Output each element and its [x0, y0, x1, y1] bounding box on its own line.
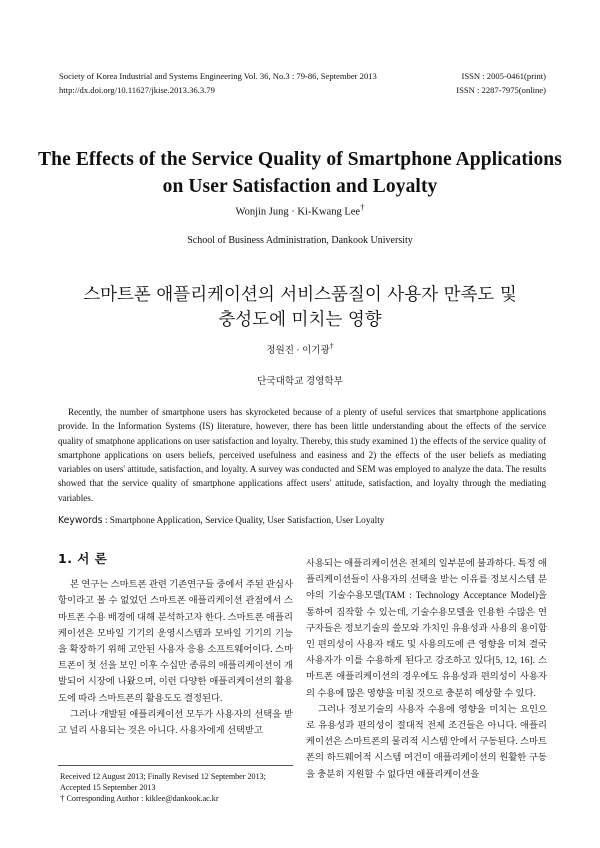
accepted-date: Accepted 15 September 2013 — [60, 783, 156, 793]
title-en-line-2: on User Satisfaction and Loyalty — [162, 176, 438, 197]
abstract: Recently, the number of smartphone users has skyrocketed because of a plenty of useful services that smartphone applications provide. In the Information Systems (IS) literature, however, there has been little understanding about the effects of the service quality of smatphone applications on user satisfaction and loyalty. Thereby, this study examined 1) the effects of the service quality of smartphone applications on users beliefs, perceived usefulness and easiness and 2) the effects of the user beliefs as mediating variables on users' attitude, satisfaction, and loyalty. A survey was conducted and SEM was employed to analyze the data. The results showed that the service quality of smartphone applications affect users' attitude, satisfaction, and loyalty through the mediating variables. — [58, 407, 546, 503]
keywords-line — [58, 515, 546, 526]
header-row-2 — [59, 83, 546, 97]
authors-korean — [0, 342, 600, 356]
received-date: Received 12 August 2013; Finally Revised 12 September 2013; — [60, 772, 266, 781]
paper-title-english — [20, 146, 580, 200]
keywords-text: : Smartphone Application, Service Quality, User Satisfaction, User Loyalty — [104, 516, 385, 526]
author-names-en: Wonjin Jung · Ki-Kwang Lee — [235, 206, 361, 218]
section-heading-introduction: 1. 서 론 — [58, 551, 108, 566]
title-en-line-1: The Effects of the Service Quality of Smartphone Applications — [38, 149, 562, 170]
author-names-ko: 정원진 · 이기광 — [266, 345, 330, 357]
issn-online: ISSN : 2287-7975(online) — [456, 85, 546, 95]
title-ko-line-1: 스마트폰 애플리케이션의 서비스품질이 사용자 만족도 및 — [83, 285, 517, 305]
intro-paragraph-1: 본 연구는 스마트폰 관련 기존연구들 중에서 주된 관심사항이라고 볼 수 없었던 스마트폰 애플리케이션 관점에서 스마트폰 수용 배경에 대해 분석하고자 한다. 스마트폰 애플리케이션은 모바일 기기의 운영시스템과 모바일 기기의 기능을 확장하기 위해 고안된 사용자 응용 소프트웨어이다. 스마트폰이 첫 선을 보인 이후 수십만 종류의 애플리케이션이 개발되어 시장에 나왔으며, 이런 다양한 애플리케이션의 활용도에 따라 스마트폰의 활용도도 결정된다. — [58, 580, 293, 704]
affiliation-korean: 단국대학교 경영학부 — [257, 376, 343, 387]
title-ko-line-2: 충성도에 미치는 영향 — [218, 310, 382, 330]
corresponding-author-mark-ko: † — [329, 342, 334, 351]
left-column — [58, 551, 293, 739]
corresponding-author-mark: † — [360, 202, 365, 212]
right-column — [306, 556, 547, 783]
footnotes — [60, 771, 293, 805]
dagger-mark: † — [60, 793, 65, 804]
doi-link[interactable]: http://dx.doi.org/10.11627/jkise.2013.36.3.79 — [59, 85, 215, 95]
journal-header — [59, 69, 546, 97]
intro-paragraph-3: 사용되는 애플리케이션은 전체의 일부분에 불과하다. 특정 애플리케이션들이 사용자의 선택을 받는 이유를 정보시스템 분야의 기술수용모델(TAM : Technology Acceptance Model)을 통하여 짐작할 수 있는데, 기술수용모델을 인용한 수많은 연구자들은 정보기술의 쓸모와 가치인 유용성과 사용의 용이함인 편의성이 사용자 태도 및 사용의도에 큰 영향을 미쳐 결국 사용자가 이를 수용하게 된다고 강조하고 있다[5, 12, 16]. 스마트폰 애플리케이션의 경우에도 유용성과 편의성이 사용자의 수용에 많은 영향을 미칠 것으로 충분히 예상할 수 있다. — [306, 559, 547, 699]
affiliation-english: School of Business Administration, Dankook University — [187, 235, 413, 246]
footnote-divider — [58, 765, 293, 766]
intro-paragraph-4: 그러나 정보기술의 사용자 수용에 영향을 미치는 요인으로 유용성과 편의성이 절대적 전제 조건들은 아니다. 애플리케이션은 스마트폰의 물리적 시스템 안에서 구동된다. 스마트폰의 하드웨어적 시스템 여건이 애플리케이션의 원활한 구동을 충분히 지원할 수 없다면 애플리케이션을 — [306, 704, 547, 780]
corresponding-author-note — [60, 793, 293, 804]
header-row-1 — [59, 69, 546, 83]
corresponding-author-text: Corresponding Author : kiklee@dankook.ac.kr — [66, 794, 219, 804]
paper-title-korean — [30, 283, 570, 333]
keywords-label: Keywords — [58, 515, 103, 526]
journal-citation: Society of Korea Industrial and Systems Engineering Vol. 36, No.3 : 79-86, September 2013 — [59, 71, 377, 81]
intro-paragraph-2: 그러나 개발된 애플리케이션 모두가 사용자의 선택을 받고 널리 사용되는 것은 아니다. 사용자에게 선택받고 — [58, 709, 293, 737]
issn-print: ISSN : 2005-0461(print) — [461, 71, 546, 81]
authors-english — [0, 202, 600, 218]
